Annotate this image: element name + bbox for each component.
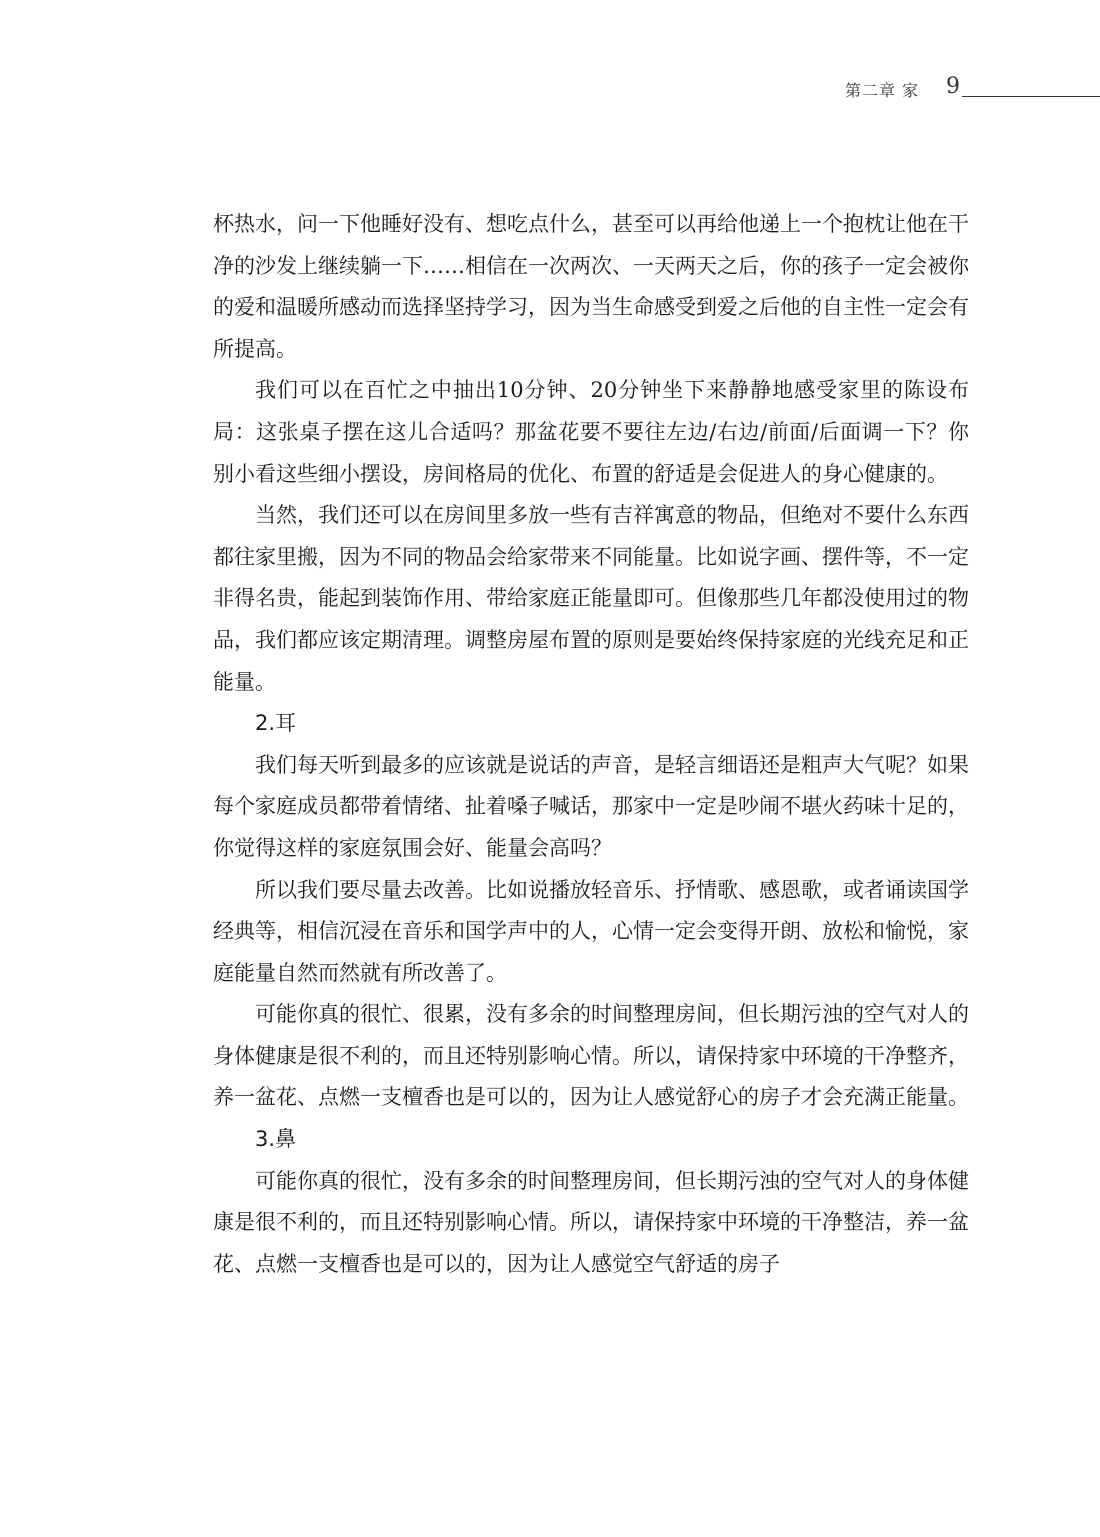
paragraph: 所以我们要尽量去改善。比如说播放轻音乐、抒情歌、感恩歌，或者诵读国学经典等，相信沉浸在音乐和国学声中的人，心情一定会变得开朗、放松和愉悦，家庭能量自然而然就有所改善了。 — [213, 877, 969, 985]
header-rule — [962, 96, 1100, 97]
paragraph: 可能你真的很忙、很累，没有多余的时间整理房间，但长期污浊的空气对人的身体健康是很不利的，而且还特别影响心情。所以，请保持家中环境的干净整齐，养一盆花、点燃一支檀香也是可以的，因为让人感觉舒心的房子才会充满正能量。 — [213, 1002, 969, 1110]
paragraph: 当然，我们还可以在房间里多放一些有吉祥寓意的物品，但绝对不要什么东西都往家里搬，因为不同的物品会给家带来不同能量。比如说字画、摆件等，不一定非得名贵，能起到装饰作用、带给家庭正能量即可。但像那些几年都没使用过的物品，我们都应该定期清理。调整房屋布置的原则是要始终保持家庭的光线充足和正能量。 — [213, 503, 969, 694]
section-heading-ear: 2.耳 — [255, 711, 297, 736]
running-head: 第二章 家 — [845, 81, 920, 100]
page-header — [0, 76, 1100, 102]
paragraph: 可能你真的很忙，没有多余的时间整理房间，但长期污浊的空气对人的身体健康是很不利的，而且还特别影响心情。所以，请保持家中环境的干净整洁，养一盆花、点燃一支檀香也是可以的，因为让人感觉空气舒适的房子 — [213, 1168, 969, 1276]
paragraph: 杯热水，问一下他睡好没有、想吃点什么，甚至可以再给他递上一个抱枕让他在干净的沙发上继续躺一下……相信在一次两次、一天两天之后，你的孩子一定会被你的爱和温暖所感动而选择坚持学习，因为当生命感受到爱之后他的自主性一定会有所提高。 — [213, 212, 969, 361]
paragraph: 我们每天听到最多的应该就是说话的声音，是轻言细语还是粗声大气呢？如果每个家庭成员都带着情绪、扯着嗓子喊话，那家中一定是吵闹不堪火药味十足的，你觉得这样的家庭氛围会好、能量会高吗？ — [213, 752, 969, 860]
body-text — [213, 204, 969, 1285]
page-number: 9 — [946, 74, 960, 99]
paragraph: 我们可以在百忙之中抽出10分钟、20分钟坐下来静静地感受家里的陈设布局：这张桌子摆在这儿合适吗？那盆花要不要往左边/右边/前面/后面调一下？你别小看这些细小摆设，房间格局的优化、布置的舒适是会促进人的身心健康的。 — [213, 378, 969, 486]
section-heading-nose: 3.鼻 — [255, 1127, 297, 1152]
